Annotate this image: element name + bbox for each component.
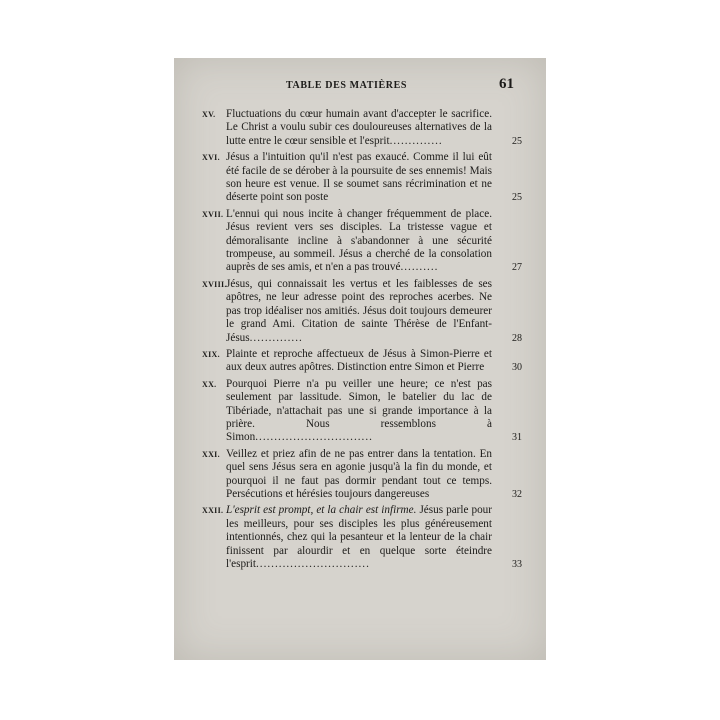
leader-dots: ..............	[389, 134, 443, 147]
toc-entry	[198, 208, 522, 275]
chapter-page: 25	[512, 135, 522, 147]
chapter-page: 30	[512, 362, 522, 374]
chapter-number: XVII.	[202, 209, 224, 219]
toc-entry	[198, 448, 522, 502]
chapter-summary: Jésus a l'intuition qu'il n'est pas exaucé. Comme il lui eût été facile de se dérober à la poursuite de ses ennemis! Mais son heure est venue. Il se soumet sans récrimination et ne déserte point son poste	[226, 151, 492, 204]
chapter-summary: Fluctuations du cœur humain avant d'accepter le sacrifice. Le Christ a voulu subir ces douloureuses alternatives de la lutte entre le cœur sensible et l'esprit	[226, 108, 492, 147]
chapter-summary: Jésus, qui connaissait les vertus et les faiblesses de ses apôtres, ne leur adresse point des reproches acerbes. Ne pas trop idéaliser nos amitiés. Jésus doit toujours demeurer le grand Ami. Citation de sainte Thérèse de l'Enfant-Jésus	[226, 277, 492, 344]
chapter-summary: Veillez et priez afin de ne pas entrer dans la tentation. En quel sens Jésus sera en agonie jusqu'à la fin du monde, et pourquoi il ne faut pas dormir pendant tout ce temps. Persécutions et hérésies toujours dangereuses	[226, 447, 492, 500]
page-number: 61	[499, 76, 514, 92]
toc-entry	[198, 504, 522, 571]
leader-dots: ..............................	[255, 558, 370, 570]
chapter-page: 32	[512, 488, 522, 500]
chapter-summary: Pourquoi Pierre n'a pu veiller une heure; ce n'est pas seulement par lassitude. Simon, le batelier du lac de Tibériade, n'attachait pas une si grande importance à la prière. Nous ressemblons à Simon	[226, 377, 492, 444]
chapter-number: XXI.	[202, 449, 220, 459]
leader-dots: ...............................	[255, 431, 373, 444]
chapter-page: 33	[512, 559, 522, 570]
toc-entry	[198, 378, 522, 445]
toc-entry	[198, 151, 522, 205]
chapter-number: XXII.	[202, 506, 224, 516]
toc-entry	[198, 108, 522, 148]
toc-entry	[198, 348, 522, 375]
leader-dots: ..............	[249, 331, 303, 344]
toc-entry	[198, 278, 522, 345]
chapter-page: 31	[512, 432, 522, 444]
chapter-page: 25	[512, 192, 522, 204]
chapter-summary: Plainte et reproche affectueux de Jésus à Simon-Pierre et aux deux autres apôtres. Distinction entre Simon et Pierre	[226, 347, 492, 374]
chapter-page: 28	[512, 332, 522, 344]
leader-dots: ..........	[400, 261, 439, 274]
chapter-number: XV.	[202, 110, 216, 119]
chapter-summary: Jésus parle pour les meilleurs, pour ses disciples les plus généreusement intentionnés, chez qui la pesanteur et la lenteur de la chair finissent par alourdir et en quelque sorte éteindre l'esprit	[226, 504, 493, 570]
chapter-quote: L'esprit est prompt, et la chair est infirme.	[226, 504, 417, 517]
chapter-summary: L'ennui qui nous incite à changer fréquemment de place. Jésus revient vers ses disciples. La tristesse vague et démoralisante incline à s'abandonner à une sécurité trompeuse, au sommeil. Jésus a cherché de la consolation auprès de ses amis, et n'en a pas trouvé	[226, 207, 492, 274]
book-page	[174, 58, 546, 660]
chapter-page: 27	[512, 262, 522, 274]
chapter-number: XX.	[202, 379, 217, 389]
chapter-number: XVI.	[202, 153, 220, 163]
table-of-contents	[198, 108, 522, 574]
chapter-number: XIX.	[202, 349, 220, 359]
running-title: TABLE DES MATIÈRES	[286, 80, 408, 91]
chapter-number: XVIII.	[202, 279, 227, 289]
page-header	[174, 78, 546, 98]
